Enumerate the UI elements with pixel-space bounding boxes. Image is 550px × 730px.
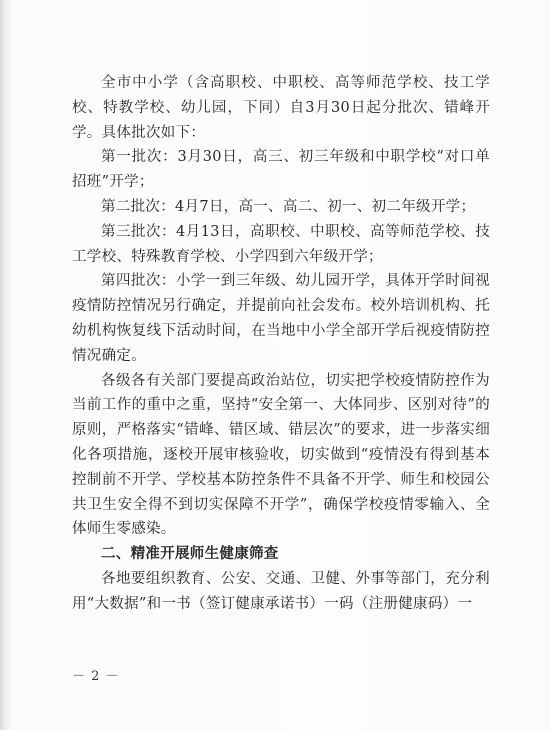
paragraph-requirements: 各级各有关部门要提高政治站位，切实把学校疫情防控作为当前工作的重中之重，坚持“安全第一、大体同步、区别对待”的原则，严格落实“错峰、错区域、错层次”的要求，进一步落实细化各项措施，逐校开展审核验收，切实做到“疫情没有得到基本控制前不开学、学校基本防控条件不具备不开学、师生和校园公共卫生安全得不到切实保障不开学”，确保学校疫情零输入、全体师生零感染。: [72, 372, 490, 538]
paragraph-batch-3: 第三批次：4月13日，高职校、中职校、高等师范学校、技工学校、特殊教育学校、小学四到六年级开学；: [72, 223, 490, 265]
paragraph-health-screening: 各地要组织教育、公安、交通、卫健、外事等部门，充分利用“大数据”和一书（签订健康承诺书）一码（注册健康码）一: [72, 570, 490, 612]
page-number: － 2 －: [72, 669, 120, 684]
paragraph-school-scope: 全市中小学（含高职校、中职校、高等师范学校、技工学校、特教学校、幼儿园，下同）自3月30日起分批次、错峰开学。具体批次如下：: [72, 75, 490, 141]
section-heading: 二、精准开展师生健康筛查: [101, 546, 279, 563]
document-body: [72, 71, 490, 617]
paragraph-batch-1: 第一批次：3月30日，高三、初三年级和中职学校“对口单招班”开学；: [72, 149, 490, 191]
paragraph-batch-2: 第二批次：4月7日，高一、高二、初一、初二年级开学；: [101, 198, 476, 215]
paragraph-batch-4: 第四批次：小学一到三年级、幼儿园开学，具体开学时间视疫情防控情况另行确定，并提前向社会发布。校外培训机构、托幼机构恢复线下活动时间，在当地中小学全部开学后视疫情防控情况确定。: [72, 273, 490, 364]
